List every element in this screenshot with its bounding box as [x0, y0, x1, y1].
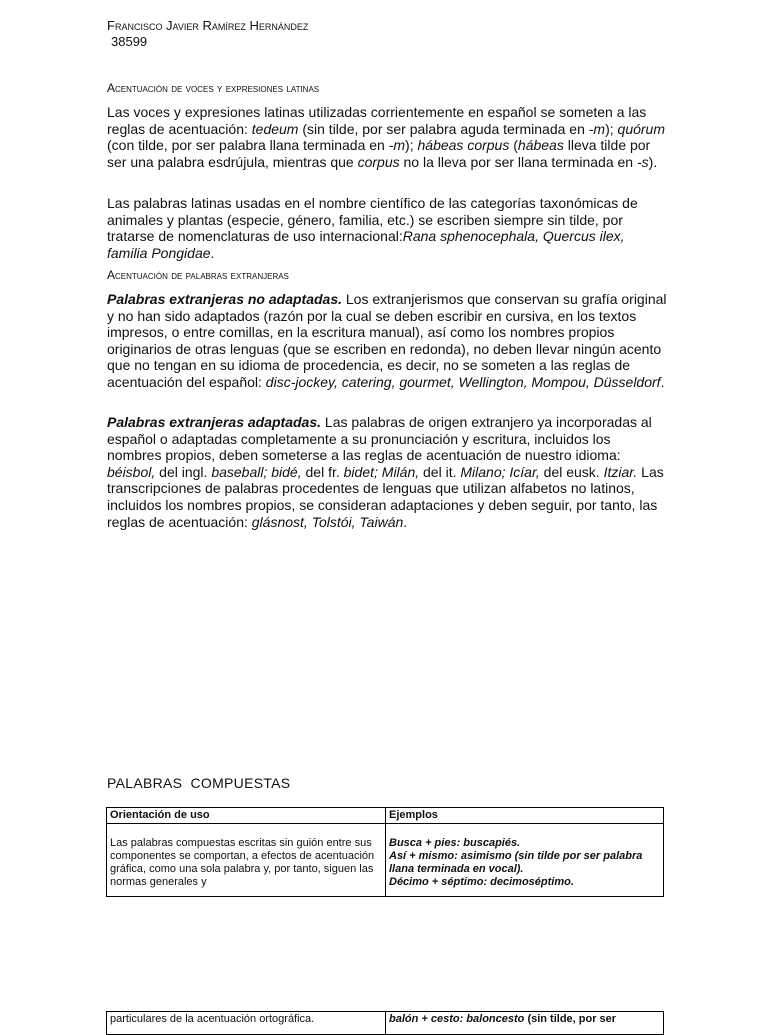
table-header-row	[107, 808, 664, 824]
table-row	[107, 1012, 664, 1035]
author-name: Francisco Javier Ramírez Hernández	[107, 18, 309, 33]
table-cell-usage: particulares de la acentuación ortográfica.	[107, 1012, 386, 1035]
author-id: 38599	[111, 34, 148, 49]
example-line: Décimo + séptimo: decimoséptimo.	[389, 876, 574, 888]
table-cell-examples	[386, 824, 664, 897]
example-line: Busca + pies: buscapiés.	[389, 837, 521, 849]
section-heading-foreign: Acentuación de palabras extranjeras	[107, 268, 289, 282]
paragraph-latin-expressions: Las voces y expresiones latinas utilizadas corrientemente en español se someten a las reglas de acentuación: tedeum (sin tilde, por ser palabra aguda terminada en -m); quórum (con tilde, por ser palabra llana terminada en -m); hábeas corpus (hábeas lleva tilde por ser una palabra esdrújula, mientras que corpus no la lleva por ser llana terminada en -s).	[107, 104, 665, 170]
example-line: Así + mismo: asimismo (sin tilde por ser palabra llana terminada en vocal).	[389, 850, 643, 875]
table-header-usage: Orientación de uso	[107, 808, 386, 824]
table-row	[107, 824, 664, 897]
section-heading-latin: Acentuación de voces y expresiones latinas	[107, 81, 320, 95]
compound-words-table-continued	[106, 1011, 664, 1035]
paragraph-latin-taxonomy: Las palabras latinas usadas en el nombre científico de las categorías taxonómicas de animales y plantas (especie, género, familia, etc.) se escriben siempre sin tilde, por tratarse de nomenclaturas de uso internacional:Rana sphenocephala, Quercus ilex, familia Pongidae.	[107, 195, 638, 261]
table-cell-examples: balón + cesto: baloncesto (sin tilde, por ser	[386, 1012, 664, 1035]
paragraph-foreign-not-adapted: Palabras extranjeras no adaptadas. Los extranjerismos que conservan su grafía original y no han sido adaptados (razón por la cual se deben escribir en cursiva, en los textos impresos, o entre comillas, en la escritura manual), así como los nombres propios originarios de otras lenguas (que se escriben en redonda), no deben llevar ningún acento que no tengan en su idioma de procedencia, es decir, no se someten a las reglas de acentuación del español: disc-jockey, catering, gourmet, Wellington, Mompou, Düsseldorf.	[107, 291, 667, 390]
table-cell-usage: Las palabras compuestas escritas sin guión entre sus componentes se comportan, a efectos de acentuación gráfica, como una sola palabra y, por tanto, siguen las normas generales y	[107, 824, 386, 897]
compound-words-table	[106, 807, 664, 897]
author-block	[107, 18, 308, 50]
paragraph-foreign-adapted: Palabras extranjeras adaptadas. Las palabras de origen extranjero ya incorporadas al español o adaptadas completamente a su pronunciación y escritura, incluidos los nombres propios, deben someterse a las reglas de acentuación de nuestro idioma: béisbol, del ingl. baseball; bidé, del fr. bidet; Milán, del it. Milano; Icíar, del eusk. Itziar. Las transcripciones de palabras procedentes de lenguas que utilizan alfabetos no latinos, incluidos los nombres propios, se consideran adaptaciones y deben seguir, por tanto, las reglas de acentuación: glásnost, Tolstói, Taiwán.	[107, 414, 664, 530]
table-header-examples: Ejemplos	[386, 808, 664, 824]
compound-words-title: PALABRAS COMPUESTAS	[107, 775, 291, 791]
